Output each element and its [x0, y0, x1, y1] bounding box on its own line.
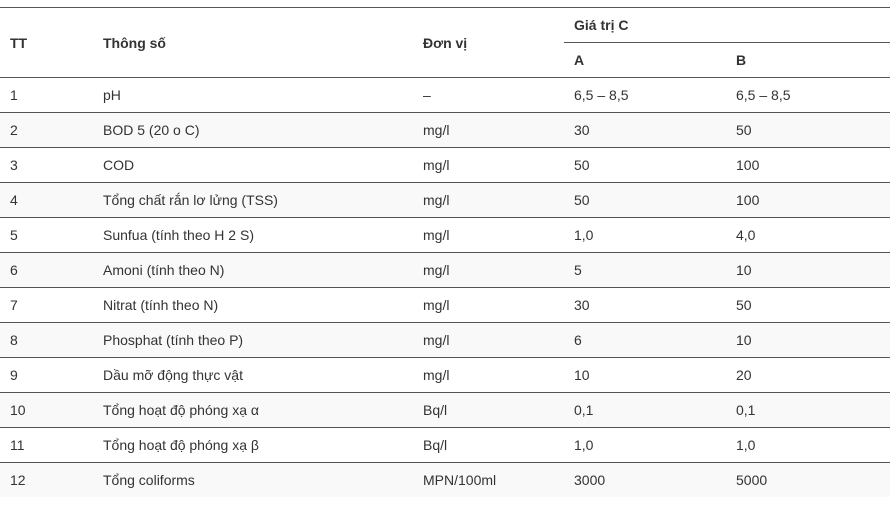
cell-value-a: 3000 [564, 463, 726, 498]
cell-value-b: 100 [726, 183, 890, 218]
cell-value-a: 30 [564, 113, 726, 148]
table-header [0, 8, 890, 78]
standards-table [0, 7, 890, 497]
cell-tt: 5 [0, 218, 93, 253]
cell-tt: 6 [0, 253, 93, 288]
cell-value-b: 20 [726, 358, 890, 393]
cell-param: COD [93, 148, 413, 183]
header-col-a: A [564, 43, 726, 78]
cell-unit: mg/l [413, 148, 564, 183]
cell-unit: mg/l [413, 288, 564, 323]
cell-param: Tổng hoạt độ phóng xạ β [93, 428, 413, 463]
cell-value-b: 5000 [726, 463, 890, 498]
cell-param: Sunfua (tính theo H 2 S) [93, 218, 413, 253]
cell-tt: 3 [0, 148, 93, 183]
header-value-group: Giá trị C [564, 8, 890, 43]
cell-value-b: 100 [726, 148, 890, 183]
table-row [0, 78, 890, 113]
table-row [0, 323, 890, 358]
cell-value-a: 1,0 [564, 218, 726, 253]
cell-value-a: 30 [564, 288, 726, 323]
cell-value-a: 10 [564, 358, 726, 393]
table-row [0, 358, 890, 393]
cell-param: BOD 5 (20 o C) [93, 113, 413, 148]
cell-value-b: 50 [726, 113, 890, 148]
cell-tt: 2 [0, 113, 93, 148]
cell-param: Tổng chất rắn lơ lửng (TSS) [93, 183, 413, 218]
cell-tt: 11 [0, 428, 93, 463]
cell-tt: 9 [0, 358, 93, 393]
cell-unit: MPN/100ml [413, 463, 564, 498]
cell-unit: mg/l [413, 253, 564, 288]
cell-param: Phosphat (tính theo P) [93, 323, 413, 358]
cell-value-b: 0,1 [726, 393, 890, 428]
cell-param: Amoni (tính theo N) [93, 253, 413, 288]
cell-param: pH [93, 78, 413, 113]
table-row [0, 253, 890, 288]
cell-value-a: 6 [564, 323, 726, 358]
cell-tt: 1 [0, 78, 93, 113]
standards-table-container [0, 7, 890, 497]
cell-value-b: 10 [726, 253, 890, 288]
cell-unit: mg/l [413, 323, 564, 358]
cell-value-a: 50 [564, 183, 726, 218]
cell-tt: 7 [0, 288, 93, 323]
cell-unit: Bq/l [413, 393, 564, 428]
table-body [0, 78, 890, 498]
header-tt: TT [0, 8, 93, 78]
cell-unit: mg/l [413, 183, 564, 218]
cell-value-a: 0,1 [564, 393, 726, 428]
table-row [0, 393, 890, 428]
cell-value-b: 50 [726, 288, 890, 323]
cell-value-b: 6,5 – 8,5 [726, 78, 890, 113]
table-row [0, 428, 890, 463]
cell-tt: 8 [0, 323, 93, 358]
cell-unit: mg/l [413, 358, 564, 393]
cell-value-a: 1,0 [564, 428, 726, 463]
header-col-b: B [726, 43, 890, 78]
cell-unit: mg/l [413, 218, 564, 253]
cell-value-b: 1,0 [726, 428, 890, 463]
cell-unit: – [413, 78, 564, 113]
cell-param: Dầu mỡ động thực vật [93, 358, 413, 393]
header-param: Thông số [93, 8, 413, 78]
cell-param: Tổng coliforms [93, 463, 413, 498]
cell-value-b: 4,0 [726, 218, 890, 253]
table-row [0, 148, 890, 183]
table-row [0, 288, 890, 323]
cell-tt: 4 [0, 183, 93, 218]
cell-value-b: 10 [726, 323, 890, 358]
cell-param: Tổng hoạt độ phóng xạ α [93, 393, 413, 428]
table-row [0, 183, 890, 218]
cell-value-a: 50 [564, 148, 726, 183]
cell-unit: Bq/l [413, 428, 564, 463]
cell-tt: 10 [0, 393, 93, 428]
cell-param: Nitrat (tính theo N) [93, 288, 413, 323]
cell-unit: mg/l [413, 113, 564, 148]
table-row [0, 463, 890, 498]
cell-value-a: 5 [564, 253, 726, 288]
table-row [0, 218, 890, 253]
table-row [0, 113, 890, 148]
cell-value-a: 6,5 – 8,5 [564, 78, 726, 113]
cell-tt: 12 [0, 463, 93, 498]
header-unit: Đơn vị [413, 8, 564, 78]
